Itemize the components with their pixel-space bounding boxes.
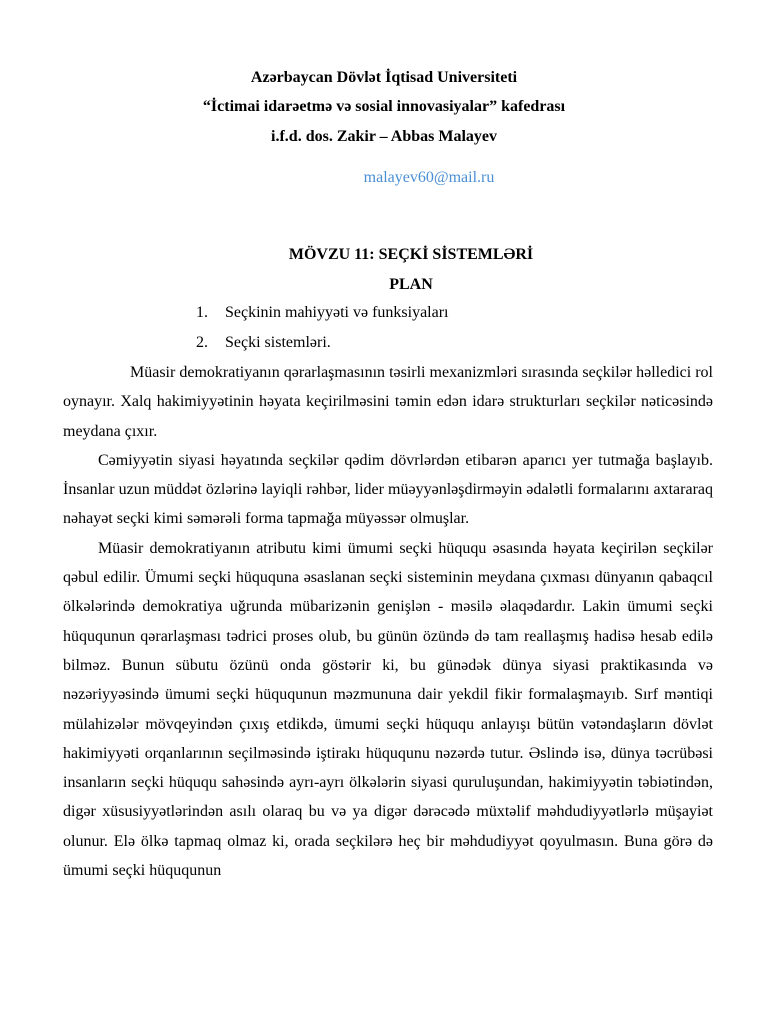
plan-heading: PLAN: [389, 276, 433, 293]
body-paragraph: Cəmiyyətin siyasi həyatında seçkilər qədim dövrlərdən etibarən aparıcı yer tutmağa başlayıb. İnsanlar uzun müddət özlərinə layiqli rəhbər, lider müəyyənləşdirməyin ədalətli formalarını axtararaq nəhayət seçki kimi səmərəli forma tapmağa müyəssər olmuşlar.: [63, 451, 713, 528]
plan-item-text: Seçki sistemləri.: [225, 334, 331, 351]
body-paragraph: Müasir demokratiyanın atributu kimi ümumi seçki hüququ əsasında həyata keçirilən seçkilər qəbul edilir. Ümumi seçki hüququna əsaslanan seçki sisteminin meydana çıxması dünyanın qabaqcıl ölkələrində demokratiya uğrunda mübarizənin genişlən - məsilə əlaqədardır. Lakin ümumi seçki hüququnun qərarlaşması tədrici proses olub, bu günün özündə də tam reallaşmış hadisə hesab edilə bilməz. Bunun sübutu özünü onda göstərir ki, bu günədək dünya siyasi praktikasında və nəzəriyyəsində ümumi seçki hüququnun məzmununa dair yekdil fikir formalaşmayıb. Sırf məntiqi mülahizələr mövqeyindən çıxış etdikdə, ümumi seçki hüququ anlayışı bütün vətəndaşların dövlət hakimiyyəti orqanlarının seçilməsində iştirakı hüququnu nəzərdə tutur. Əslində isə, dünya təcrübəsi insanların seçki hüququ sahəsində ayrı-ayrı ölkələrin siyasi quruluşundan, hakimiyyətin təbiətindən, digər xüsusiyyətlərindən asılı olaraq bu və ya digər dərəcədə müxtəlif məhdudiyyətlərlə müşayiət olunur. Elə ölkə tapmaq olmaz ki, orada seçkilərə heç bir məhdudiyyət qoyulmasın. Buna görə də ümumi seçki hüququnun: [63, 539, 713, 880]
department-name: “İctimai idarəetmə və sosial innovasiyalar” kafedrası: [202, 98, 566, 115]
plan-item-number: 2.: [196, 334, 208, 351]
topic-title: MÖVZU 11: SEÇKİ SİSTEMLƏRİ: [288, 246, 534, 263]
body-paragraph: Müasir demokratiyanın qərarlaşmasının təsirli mexanizmləri sırasında seçkilər həlledici rol oynayır. Xalq hakimiyyətinin həyata keçirilməsini təmin edən idarə strukturları seçkilər nəticəsində meydana çıxır.: [63, 364, 713, 440]
university-name: Azərbaycan Dövlət İqtisad Universiteti: [250, 69, 518, 86]
author-email-link[interactable]: malayev60@mail.ru: [363, 169, 495, 186]
plan-item-number: 1.: [196, 304, 208, 321]
plan-list: [196, 303, 449, 363]
plan-item-text: Seçkinin mahiyyəti və funksiyaları: [225, 304, 449, 321]
author-name: i.f.d. dos. Zakir – Abbas Malayev: [271, 128, 497, 145]
body-text: [63, 358, 713, 885]
plan-item: [196, 303, 449, 333]
